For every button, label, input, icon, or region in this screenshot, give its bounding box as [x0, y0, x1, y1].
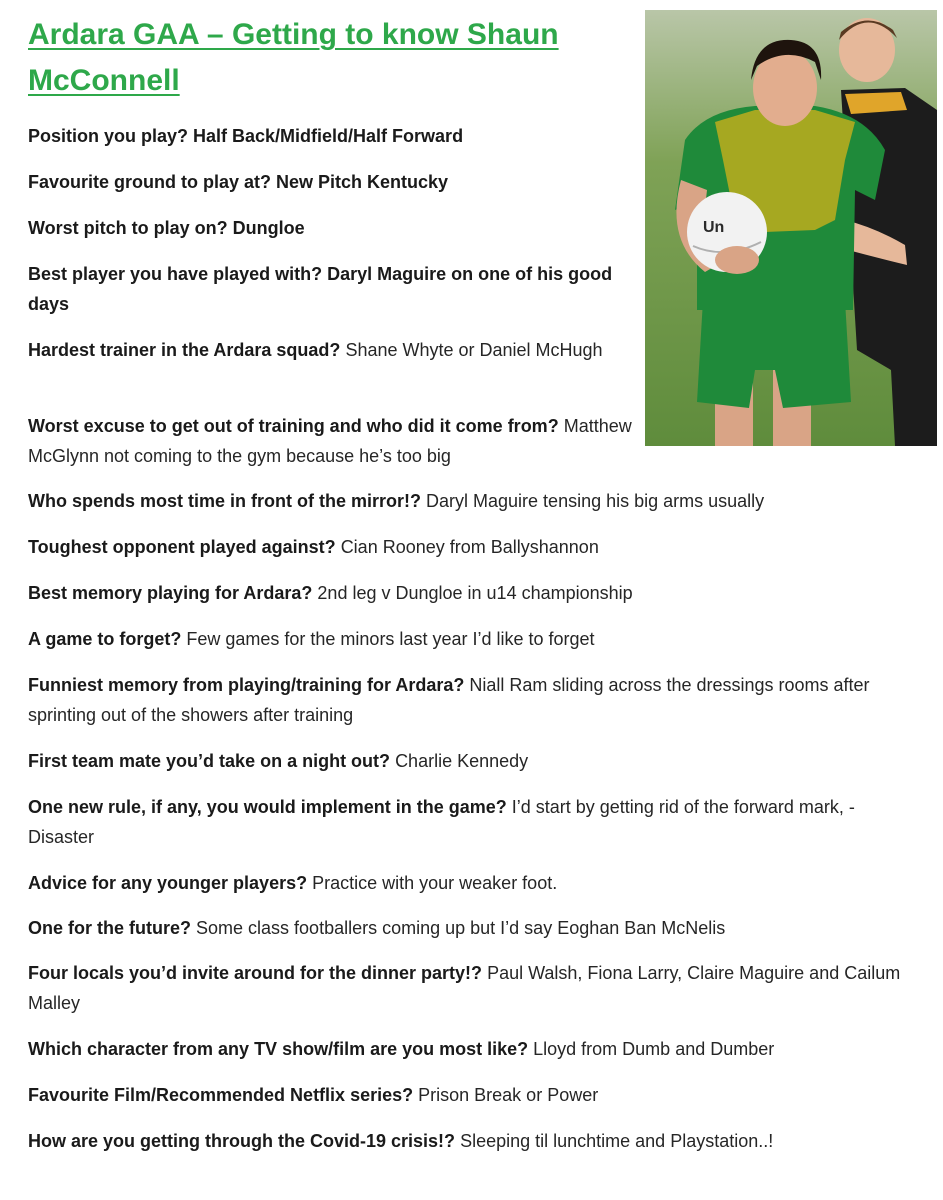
qa-item [28, 486, 908, 516]
answer-text: Lloyd from Dumb and Dumber [533, 1039, 775, 1059]
qa-item [28, 1080, 908, 1110]
answer-text: Few games for the minors last year I’d like to forget [186, 629, 595, 649]
qa-item [28, 792, 908, 852]
qa-item [28, 167, 628, 197]
qa-item [28, 958, 928, 1018]
answer-text: Matthew McGlynn not coming to the gym because he’s too big [28, 416, 632, 466]
qa-item [28, 670, 928, 730]
answer-text: Niall Ram sliding across the dressings rooms after sprinting out of the showers after training [28, 675, 870, 725]
question-text: How are you getting through the Covid-19 crisis!? [28, 1131, 456, 1151]
question-text: Advice for any younger players? [28, 873, 308, 893]
question-text: One new rule, if any, you would implement in the game? [28, 797, 507, 817]
question-text: Favourite Film/Recommended Netflix series? [28, 1085, 414, 1105]
qa-item [28, 532, 908, 562]
question-text: Best player you have played with? Daryl Maguire on one of his good days [28, 264, 613, 314]
qa-item [28, 121, 628, 151]
question-text: Best memory playing for Ardara? [28, 583, 313, 603]
answer-text: Cian Rooney from Ballyshannon [340, 537, 599, 557]
question-text: Toughest opponent played against? [28, 537, 336, 557]
svg-text:Un: Un [703, 219, 725, 236]
answer-text: 2nd leg v Dungloe in u14 championship [317, 583, 633, 603]
question-text: Who spends most time in front of the mirror!? [28, 491, 421, 511]
question-text: Which character from any TV show/film are you most like? [28, 1039, 529, 1059]
answer-text: Prison Break or Power [418, 1085, 599, 1105]
answer-text: Paul Walsh, Fiona Larry, Claire Maguire and Cailum Malley [28, 963, 901, 1013]
question-text: Position you play? Half Back/Midfield/Half Forward [28, 126, 464, 146]
question-text: Worst excuse to get out of training and who did it come from? [28, 416, 559, 436]
question-text: Four locals you’d invite around for the dinner party!? [28, 963, 483, 983]
qa-item [28, 913, 908, 943]
qa-item [28, 213, 628, 243]
qa-item [28, 335, 628, 365]
question-text: First team mate you’d take on a night out? [28, 751, 391, 771]
qa-item [28, 1034, 908, 1064]
answer-text: Sleeping til lunchtime and Playstation..! [460, 1131, 774, 1151]
qa-item [28, 624, 908, 654]
qa-item [28, 868, 908, 898]
question-text: Favourite ground to play at? New Pitch Kentucky [28, 172, 449, 192]
page-title: Ardara GAA – Getting to know Shaun McConnell [28, 18, 559, 97]
question-text: Hardest trainer in the Ardara squad? [28, 340, 341, 360]
question-text: One for the future? [28, 918, 191, 938]
answer-text: Shane Whyte or Daniel McHugh [345, 340, 603, 360]
answer-text: Daryl Maguire tensing his big arms usually [426, 491, 765, 511]
question-text: Worst pitch to play on? Dungloe [28, 218, 305, 238]
player-photo [645, 10, 937, 446]
answer-text: Some class footballers coming up but I’d say Eoghan Ban McNelis [196, 918, 726, 938]
qa-item [28, 746, 908, 776]
qa-item [28, 411, 632, 471]
question-text: A game to forget? [28, 629, 182, 649]
qa-item [28, 1126, 908, 1156]
qa-item [28, 578, 908, 608]
answer-text: I’d start by getting rid of the forward mark, -Disaster [28, 797, 855, 847]
question-text: Funniest memory from playing/training for Ardara? [28, 675, 465, 695]
answer-text: Charlie Kennedy [395, 751, 529, 771]
qa-item [28, 259, 628, 319]
answer-text: Practice with your weaker foot. [312, 873, 558, 893]
